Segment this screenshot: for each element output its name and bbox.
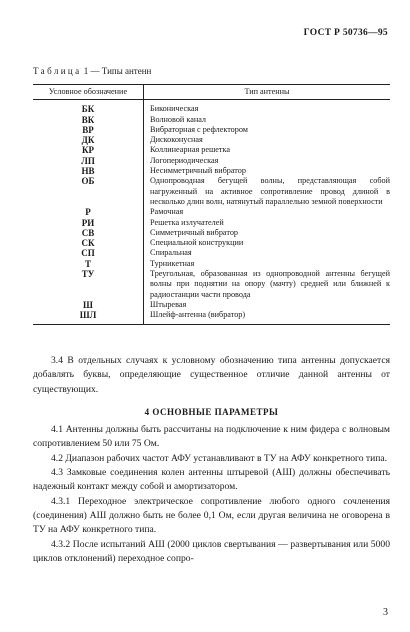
antenna-type: Шлейф-антенна (вибратор) xyxy=(144,310,391,324)
table-caption-prefix: Таблица xyxy=(33,66,82,76)
antenna-code: БК xyxy=(33,104,144,114)
antenna-code: ВР xyxy=(33,125,144,135)
table-row xyxy=(33,156,390,166)
paragraph-3-4: 3.4 В отдельных случаях к условному обозначению типа антенны допускается добавлять буквы, определяющие существенное отличие данной антенны от существующих. xyxy=(33,355,390,395)
table-row xyxy=(33,248,390,258)
antenna-code: Т xyxy=(33,259,144,269)
table-body xyxy=(33,100,390,324)
antenna-type: Биконическая xyxy=(150,104,199,114)
antenna-code: ЛП xyxy=(33,156,144,166)
antenna-type: Треугольная, образованная из однопроводной антенны бегущей волны при поднятии на опору (мачту) средней или ближней к радиостанции части провода xyxy=(150,269,390,299)
antenna-type: Решетка излучателей xyxy=(150,217,224,227)
antenna-code: КР xyxy=(33,145,144,155)
antenna-types-table xyxy=(33,84,390,325)
section-heading-4: 4 ОСНОВНЫЕ ПАРАМЕТРЫ xyxy=(144,406,279,417)
antenna-type: Однопроводная бегущей волны, представляющая собой нагруженный на активное сопротивление провод длиной в несколько длин волн, натянутый параллельно земной поверхности xyxy=(150,176,390,206)
table-row xyxy=(33,104,390,114)
antenna-type: Турникетная xyxy=(150,258,195,268)
antenna-type: Коллинеарная решетка xyxy=(150,145,230,155)
paragraph-4-3: 4.3 Замковые соединения колен антенны штыревой (АШ) должны обеспечивать надежный контакт между собой и амортизатором. xyxy=(33,467,390,493)
antenna-code: СП xyxy=(33,248,144,258)
table-caption xyxy=(33,66,151,76)
antenna-code: РИ xyxy=(33,218,144,228)
antenna-type: Симметричный вибратор xyxy=(150,227,239,237)
standard-header: ГОСТ Р 50736—95 xyxy=(303,28,388,38)
antenna-code: Р xyxy=(33,207,144,217)
table-row xyxy=(33,125,390,135)
antenna-code: Ш xyxy=(33,300,144,310)
paragraph-4-1: 4.1 Антенны должны быть рассчитаны на подключение к ним фидера с волновым сопротивлением 50 или 75 Ом. xyxy=(33,424,390,450)
antenna-code: ТУ xyxy=(33,269,144,300)
table-row xyxy=(33,218,390,228)
table-row xyxy=(33,176,390,207)
antenna-code: ВК xyxy=(33,115,144,125)
antenna-type: Спиральная xyxy=(150,248,192,258)
paragraph-4-3-2: 4.3.2 После испытаний АШ (2000 циклов свертывания — развертывания или 5000 циклов отклонений) переходное сопро- xyxy=(33,538,390,564)
antenna-type: Специальной конструкции xyxy=(150,238,244,248)
table-caption-title: 1 — Типы антенн xyxy=(81,66,152,76)
table-row xyxy=(33,145,390,155)
table-row xyxy=(33,269,390,300)
antenna-code: НВ xyxy=(33,166,144,176)
antenna-type: Вибраторная с рефлектором xyxy=(150,124,248,134)
col-header-code: Условное обозначение xyxy=(33,85,144,100)
body-text xyxy=(33,354,390,566)
antenna-type: Дискоконусная xyxy=(150,135,203,145)
table-row xyxy=(33,238,390,248)
table-row xyxy=(33,300,390,310)
paragraph-4-3-1: 4.3.1 Переходное электрическое сопротивление любого одного сочленения (соединения) АШ должно быть не более 0,1 Ом, если другая величина не оговорена в ТУ на АФУ конкретного типа. xyxy=(33,495,390,536)
table-row xyxy=(33,135,390,145)
table-row xyxy=(33,310,390,324)
antenna-code: СВ xyxy=(33,228,144,238)
table-row xyxy=(33,259,390,269)
antenna-type: Штыревая xyxy=(150,299,187,309)
table-row xyxy=(33,207,390,217)
antenna-type: Логопериодическая xyxy=(150,155,219,165)
antenna-code: ДК xyxy=(33,135,144,145)
table-row xyxy=(33,228,390,238)
table-row xyxy=(33,115,390,125)
antenna-type: Рамочная xyxy=(150,207,184,217)
page-number: 3 xyxy=(383,607,388,618)
col-header-type: Тип антенны xyxy=(144,85,391,100)
antenna-code: СК xyxy=(33,238,144,248)
antenna-type: Несимметричный вибратор xyxy=(150,166,246,176)
antenna-code: ОБ xyxy=(33,176,144,207)
paragraph-4-2: 4.2 Диапазон рабочих частот АФУ устанавливают в ТУ на АФУ конкретного типа. xyxy=(51,452,388,464)
table-row xyxy=(33,166,390,176)
antenna-type: Волновой канал xyxy=(150,114,207,124)
antenna-code: ШЛ xyxy=(33,310,144,324)
